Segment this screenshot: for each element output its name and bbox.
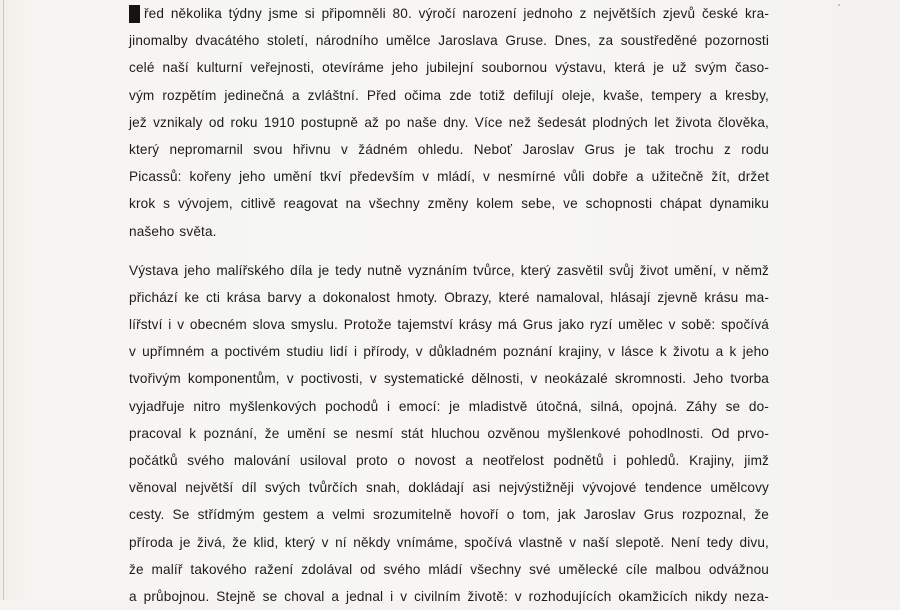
text-line: celé naší kulturní veřejnosti, otevíráme jeho jubilejní soubornou výstavu, která je už svým časo-	[129, 60, 769, 76]
first-line	[129, 0, 769, 27]
text-line: Picassů: kořeny jeho umění tkví především v mládí, v nesmírné vůli dobře a užitečně žít, držet	[129, 169, 769, 185]
text-line: krok s vývojem, citlivě reagovat na všechny změny kolem sebe, ve schopnosti chápat dynamiku	[129, 196, 769, 212]
drop-cap-block	[129, 5, 140, 23]
text-line: počátků svého malování usiloval proto o novost a neotřelost podnětů i pohledů. Krajiny, jimž	[129, 453, 769, 468]
text-line: a průbojnou. Stejně se choval a jednal i v civilním životě: v rozhodujících okamžicích nikdy neza-	[129, 588, 769, 604]
text-line: vyjadřuje nitro myšlenkových pochodů i emocí: je mladistvě útočná, silná, opojná. Záhy se do-	[129, 398, 769, 414]
text-line: věnoval největší díl svých tvůrčích snah, dokládají asi nejvýstižněji vývojové tendence umělcovy	[129, 480, 769, 496]
text-line: příroda je živá, že klid, který v ní někdy vnímáme, spočívá vlastně v naší slepotě. Není tedy divu,	[129, 534, 769, 550]
text-line: našeho světa.	[129, 223, 217, 239]
scan-speck	[838, 4, 840, 6]
text-line: jinomalby dvacátého století, národního umělce Jaroslava Gruse. Dnes, za soustředěné pozornosti	[129, 33, 769, 49]
text-line: jež vznikaly od roku 1910 postupně až po naše dny. Více než šedesát plodných let života člověka,	[129, 114, 769, 130]
text-line: řed několika týdny jsme si připomněli 80. výročí narození jednoho z největších zjevů české kra-	[144, 6, 769, 21]
text-line: v upřímném a poctivém studiu lidí i přírody, v důkladném poznání krajiny, v lásce k životu a k jeho	[129, 344, 769, 360]
text-line: tvořivým komponentům, v poctivosti, v systematické dělnosti, v neokázalé skromnosti. Jeho tvorba	[129, 371, 769, 387]
paragraph-gap	[129, 245, 769, 257]
text-line: Výstava jeho malířského díla je tedy nutně vyznáním tvůrce, který zasvětil svůj život umění, v němž	[129, 262, 769, 278]
paragraph-1	[129, 0, 769, 245]
text-line: pracoval k poznání, že umění se nesmí stát hluchou ozvěnou myšlenkové pohodlnosti. Od prvo-	[129, 425, 769, 441]
text-line: přichází ke cti krása barvy a dokonalost hmoty. Obrazy, které namaloval, hlásají zjevně krásu ma-	[129, 289, 769, 305]
body-text	[129, 0, 769, 610]
page-edge-line	[3, 0, 4, 600]
text-line: že malíř takového ražení zdolával od svého mládí všechny své umělecké cíle malbou odvážnou	[129, 561, 769, 577]
paragraph-2	[129, 257, 769, 610]
text-line: který nepromarnil svou hřivnu v žádném ohledu. Neboť Jaroslav Grus je tak trochu z rodu	[129, 141, 769, 157]
text-line: lířství i v obecném slova smyslu. Protože tajemství krásy má Grus jako ryzí umělec v sobě: spočívá	[129, 317, 769, 333]
text-line: vým rozpětím jedinečná a zvláštní. Před očima zde totiž defilují oleje, kvaše, tempery a kresby,	[129, 87, 769, 103]
text-line: cesty. Se střídmým gestem a velmi srozumitelně hovoří o tom, jak Jaroslav Grus rozpoznal, že	[129, 507, 769, 523]
